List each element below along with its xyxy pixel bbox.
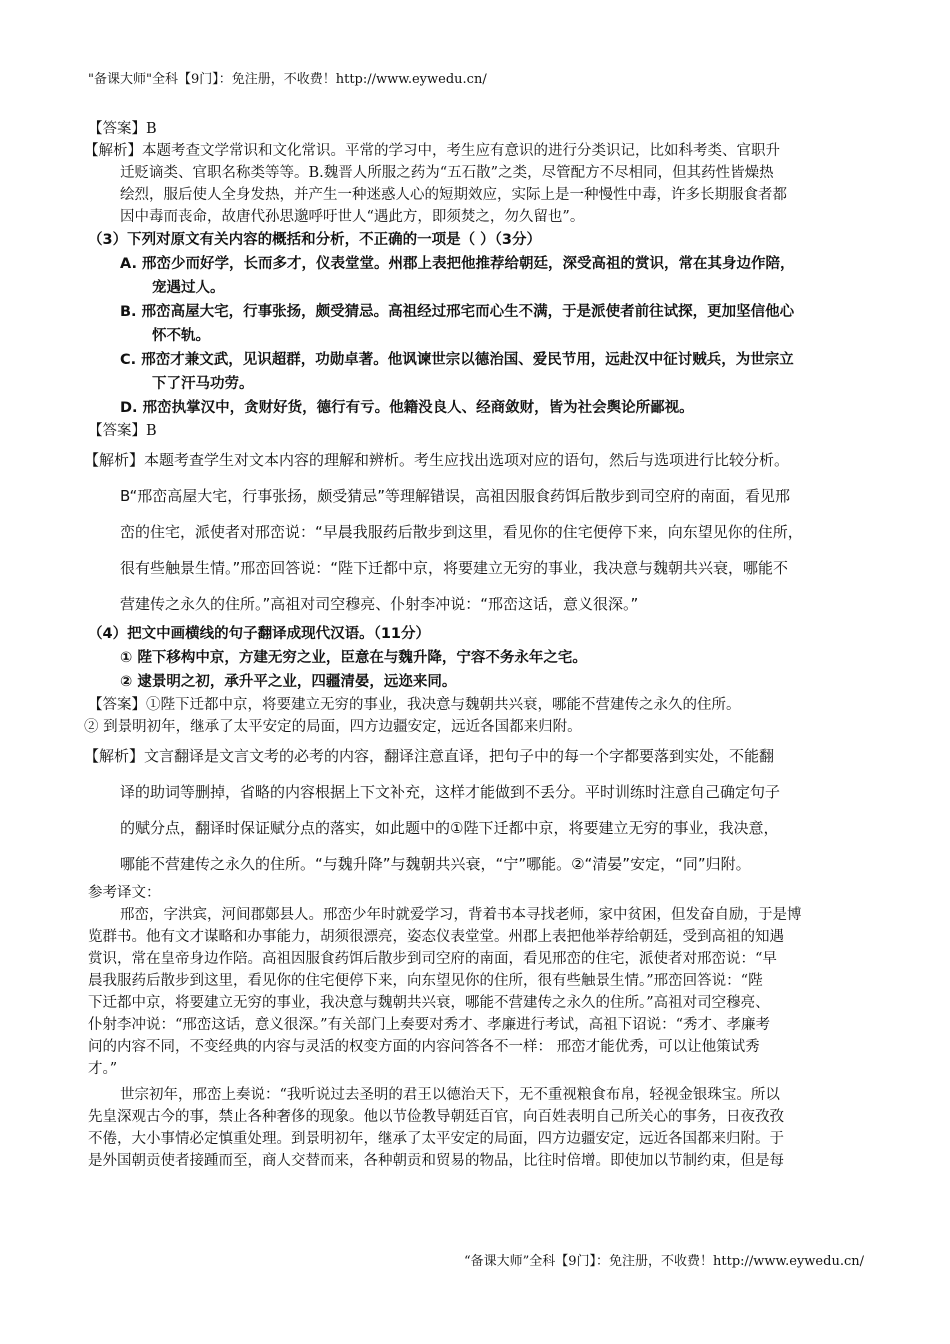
q2-analysis-line: 因中毒而丧命，故唐代孙思邈呼吁世人“遇此方，即须焚之，勿久留也”。 — [120, 209, 585, 225]
translation-line: 先皇深观古今的事，禁止各种奢侈的现象。他以节俭教导朝廷百官，向百姓表明自己所关心的事务，日夜孜孜 — [88, 1109, 784, 1125]
translation-line: 览群书。他有文才谋略和办事能力，胡须很漂亮，姿态仪表堂堂。州郡上表把他举荐给朝廷，受到高祖的知遇 — [88, 929, 784, 945]
q3-analysis-line: 营建传之永久的住所。”高祖对司空穆亮、仆射李冲说：“邢峦这话，意义很深。” — [120, 595, 639, 613]
q3-option-b: B. 邢峦高屋大宅，行事张扬，颇受猜忌。高祖经过邢宅而心生不满，于是派使者前往试探，更加坚信他心 — [120, 304, 795, 320]
q4-analysis-line: 【解析】文言翻译是文言文考的必考的内容，翻译注意直译，把句子中的每一个字都要落到实处，不能翻 — [84, 747, 775, 765]
translation-line: 才。” — [88, 1061, 118, 1077]
translation-line: 世宗初年，邢峦上奏说：“我听说过去圣明的君王以德治天下，无不重视粮食布帛，轻视金银珠宝。所以 — [120, 1087, 780, 1103]
translation-label: 参考译文： — [88, 885, 161, 901]
q2-analysis-line: 迁贬谪类、官职名称类等等。B.魏晋人所服之药为“五石散”之类，尽管配方不尽相同，但其药性皆燥热 — [120, 165, 774, 181]
q2-answer: 【答案】B — [88, 121, 157, 137]
translation-line: 赏识，常在皇帝身边作陪。高祖因服食药饵后散步到司空府的南面，看见邢峦的住宅，派使者对邢峦说：“早 — [88, 951, 777, 967]
q3-analysis-line: B“邢峦高屋大宅，行事张扬，颇受猜忌”等理解错误，高祖因服食药饵后散步到司空府的南面，看见邢 — [120, 487, 791, 505]
q4-analysis-line: 的赋分点，翻译时保证赋分点的落实，如此题中的①陛下迁都中京，将要建立无穷的事业，我决意， — [120, 819, 779, 837]
q3-option-a: A. 邢峦少而好学，长而多才，仪表堂堂。州郡上表把他推荐给朝廷，深受高祖的赏识，常在其身边作陪， — [120, 256, 795, 272]
q4-stem: （4）把文中画横线的句子翻译成现代汉语。（11分） — [88, 626, 431, 642]
q3-analysis-line: 【解析】本题考查学生对文本内容的理解和辨析。考生应找出选项对应的语句，然后与选项进行比较分析。 — [84, 451, 790, 469]
translation-paragraph-2 — [88, 1084, 868, 1172]
q4-analysis-line: 译的助词等删掉，省略的内容根据上下文补充，这样才能做到不丢分。平时训练时注意自己确定句子 — [120, 783, 781, 801]
q3-option-c: C. 邢峦才兼文武，见识超群，功勋卓著。他讽谏世宗以德治国、爱民节用，远赴汉中征讨贼兵，为世宗立 — [120, 352, 794, 368]
q4-answer-line: 【答案】①陛下迁都中京，将要建立无穷的事业，我决意与魏朝共兴衰，哪能不营建传之永久的住所。 — [88, 697, 741, 713]
page-header: "备课大师"全科【9门】：免注册，不收费！http://www.eywedu.cn/ — [88, 72, 487, 87]
q3-option-a-cont: 宠遇过人。 — [152, 280, 225, 296]
q4-analysis-line: 哪能不营建传之永久的住所。“与魏升降”与魏朝共兴衰，“宁”哪能。②“清晏”安定，“同”归附。 — [120, 855, 751, 873]
q3-option-d: D. 邢峦执掌汉中，贪财好货，德行有亏。他籍没良人、经商敛财，皆为社会舆论所鄙视。 — [120, 400, 694, 416]
q3-stem: （3）下列对原文有关内容的概括和分析，不正确的一项是（ ）（3分） — [88, 232, 541, 248]
q2-analysis-line: 【解析】本题考查文学常识和文化常识。平常的学习中，考生应有意识的进行分类识记，比如科考类、官职升 — [84, 143, 780, 159]
translation-line: 是外国朝贡使者接踵而至，商人交替而来，各种朝贡和贸易的物品，比往时倍增。即使加以节制约束，但是每 — [88, 1153, 784, 1169]
q2-analysis-line: 绘烈，服后使人全身发热，并产生一种迷惑人心的短期效应，实际上是一种慢性中毒，许多长期服食者都 — [120, 187, 787, 203]
q3-option-c-cont: 下了汗马功劳。 — [152, 376, 254, 392]
q3-option-b-cont: 怀不轨。 — [152, 328, 210, 344]
translation-line: 邢峦，字洪宾，河间郡鄚县人。邢峦少年时就爱学习，背着书本寻找老师，家中贫困，但发奋自励，于是博 — [120, 907, 802, 923]
translation-line: 下迁都中京，将要建立无穷的事业，我决意与魏朝共兴衰，哪能不营建传之永久的住所。”高祖对司空穆亮、 — [88, 995, 770, 1011]
page-footer: “备课大师”全科【9门】：免注册，不收费！http://www.eywedu.cn/ — [463, 1254, 864, 1269]
translation-line: 问的内容不同，不变经典的内容与灵活的权变方面的内容问答各不一样： 邢峦才能优秀，可以让他策试秀 — [88, 1039, 760, 1055]
q3-analysis-line: 峦的住宅，派使者对邢峦说：“早晨我服药后散步到这里，看见你的住宅便停下来，向东望见你的住所， — [120, 523, 803, 541]
q3-answer: 【答案】B — [88, 423, 157, 439]
translation-line: 不倦，大小事情必定慎重处理。到景明初年，继承了太平安定的局面，四方边疆安定，远近各国都来归附。于 — [88, 1131, 784, 1147]
translation-line: 晨我服药后散步到这里，看见你的住宅便停下来，向东望见你的住所，很有些触景生情。”邢峦回答说：“陛 — [88, 973, 763, 989]
q3-analysis-line: 很有些触景生情。”邢峦回答说：“陛下迁都中京，将要建立无穷的事业，我决意与魏朝共兴衰，哪能不 — [120, 559, 789, 577]
q4-item-1: ① 陛下移构中京，方建无穷之业，臣意在与魏升降，宁容不务永年之宅。 — [120, 650, 587, 666]
q4-item-2: ② 逮景明之初，承升平之业，四疆清晏，远迩来同。 — [120, 674, 457, 690]
q4-answer-line: ② 到景明初年，继承了太平安定的局面，四方边疆安定，远近各国都来归附。 — [84, 719, 582, 735]
document-body — [84, 118, 868, 1172]
translation-line: 仆射李冲说：“邢峦这话，意义很深。”有关部门上奏要对秀才、孝廉进行考试，高祖下诏说：“秀才、孝廉考 — [88, 1017, 770, 1033]
translation-paragraph-1 — [88, 904, 868, 1080]
